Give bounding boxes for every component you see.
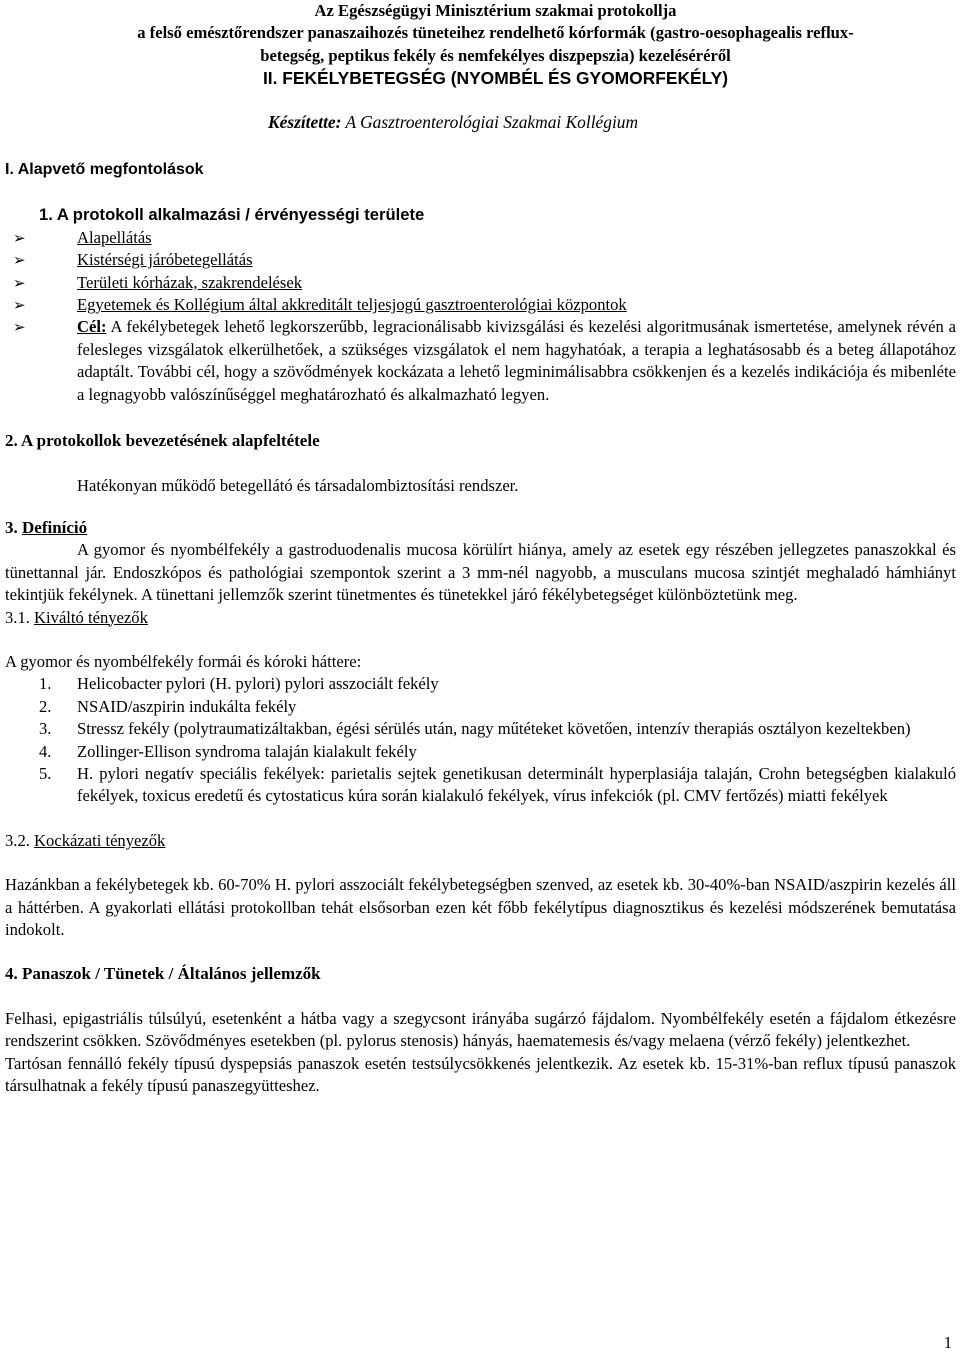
list-item-text: Zollinger-Ellison syndroma talaján kialakult fekély xyxy=(77,741,417,761)
subsection-3-1-number: 3.1. xyxy=(5,607,35,627)
list-item-number: 2. xyxy=(39,696,52,716)
list-item-number: 1. xyxy=(39,674,52,694)
goal-text: A fekélybetegek lehető legkorszerűbb, legracionálisabb kivizsgálási és kezelési algoritmusának ismertetése, amelynek révén a felesleges vizsgálatok elkerülhetőek, a szükséges vizsgálatok el nem hagyhatóak, a terapia a leghatásosabb és a beteg állapotához adaptált. További cél, hogy a szövődmények kockázata a lehető legminimálisabbra csökkenjen és a kezelés indikációja és mibenléte a legnagyobb valószínűséggel meghatározható és alkalmazható legyen. xyxy=(77,317,956,404)
list-item-number: 4. xyxy=(39,741,52,761)
symptoms-text-2: Tartósan fennálló fekély típusú dyspepsiás panaszok esetén testsúlycsökkenés jelentkezik. Az esetek kb. 15-31%-ban reflux típusú panaszok társulhatnak a fekély típusú panaszegyütteshez. xyxy=(5,1053,956,1096)
header-line-1: Az Egészségügyi Minisztérium szakmai protokollja xyxy=(314,1,677,20)
header-line-4: II. FEKÉLYBETEGSÉG (NYOMBÉL ÉS GYOMORFEKÉLY) xyxy=(262,68,729,89)
list-item xyxy=(5,272,956,294)
arrow-right-icon: ➢ xyxy=(13,273,26,292)
author-label: Készítette: xyxy=(268,111,342,132)
subsection-3-2-number: 3.2. xyxy=(5,830,35,850)
list-item xyxy=(5,763,956,808)
arrow-right-icon: ➢ xyxy=(13,228,26,247)
subsection-3-number: 3. xyxy=(5,517,22,537)
subsection-2-text: Hatékonyan működő betegellátó és társadalombiztosítási rendszer. xyxy=(77,475,519,495)
header-line-3: betegség, peptikus fekély és nemfekélyes diszpepszia) kezeléséréről xyxy=(260,45,731,65)
list-item-text: Egyetemek és Kollégium által akkreditált teljesjogú gasztroenterológiai központok xyxy=(77,295,627,315)
definition-text: A gyomor és nyombélfekély a gastroduodenalis mucosa körülírt hiánya, amely az esetek egy részében jellegzetes panaszokkal és tünettannal jár. Endoszkópos és pathológiai szempontok szerint a 3 mm-nél nagyobb, a musculans mucosa szintjét meghaladó hámhiányt tekintjük fekélynek. A tünettani jellemzők szerint tünetmentes és tünetekkel járó fékélybetegséget különböztetünk meg. xyxy=(5,540,956,605)
section-1-title: I. Alapvető megfontolások xyxy=(5,161,204,179)
subsection-3-title xyxy=(5,517,956,539)
symptoms-text-1: Felhasi, epigastriális túlsúlyú, esetenként a hátba vagy a szegycsont irányába sugárzó fájdalom. Nyombélfekély esetén a fájdalom étkezésre rendszerint csökken. Szövődményes esetekben (pl. pylorus stenosis) hányás, haematemesis és/vagy melaena (vérző fekély) jelentkezhet. xyxy=(5,1008,956,1051)
subsection-2-title: 2. A protokollok bevezetésének alapfeltétele xyxy=(5,431,320,451)
goal-item xyxy=(5,316,956,406)
list-item xyxy=(5,227,956,249)
subsection-3-1-label: Kiváltó tényezők xyxy=(34,607,148,627)
list-item xyxy=(5,696,956,718)
scope-list xyxy=(5,227,956,406)
risk-factors-text: Hazánkban a fekélybetegek kb. 60-70% H. pylori asszociált fekélybetegségben szenved, az esetek kb. 30-40%-ban NSAID/aszpirin kezelés áll a háttérben. A gyakorlati ellátási protokollban tehát elsősorban ezen két főbb fekélytípus diagnosztikus és kezelési módszerének bemutatása indokolt. xyxy=(5,875,956,939)
subsection-3-label: Definíció xyxy=(22,517,88,537)
list-item-number: 3. xyxy=(39,719,52,739)
subsection-3-2-label: Kockázati tényezők xyxy=(34,830,166,850)
arrow-right-icon: ➢ xyxy=(13,251,26,270)
list-item-text: H. pylori negatív speciális fekélyek: parietalis sejtek genetikusan determinált hyperplasiája talaján, Crohn betegségben kialakuló fekélyek, toxicus eredetű és cytostaticus kúra során kialakuló fekélyek, vírus infekciók (pl. CMV fertőzés) miatti fekélyek xyxy=(77,763,956,806)
causes-intro: A gyomor és nyombélfekély formái és kóroki háttere: xyxy=(5,651,362,671)
header-line-2: a felső emésztőrendszer panaszaihozés tüneteihez rendelhető kórformák (gastro-oesophagealis reflux- xyxy=(137,23,854,43)
list-item-text: NSAID/aszpirin indukálta fekély xyxy=(77,696,297,716)
page-number: 1 xyxy=(943,1333,952,1352)
author-line xyxy=(268,111,956,133)
list-item xyxy=(5,294,956,316)
author-name: A Gasztroenterológiai Szakmai Kollégium xyxy=(341,111,639,132)
list-item xyxy=(5,249,956,271)
subsection-1-title: 1. A protokoll alkalmazási / érvényességi területe xyxy=(39,205,425,225)
list-item xyxy=(5,673,956,695)
list-item-number: 5. xyxy=(39,763,52,783)
list-item-text: Területi kórházak, szakrendelések xyxy=(77,272,303,292)
subsection-3-1-title xyxy=(5,607,956,629)
causes-list xyxy=(5,673,956,807)
subsection-4-title: 4. Panaszok / Tünetek / Általános jellemzők xyxy=(5,964,321,984)
list-item xyxy=(5,718,956,740)
document-header xyxy=(35,0,956,90)
list-item-text: Helicobacter pylori (H. pylori) pylori asszociált fekély xyxy=(77,674,439,694)
goal-label: Cél: xyxy=(77,317,107,337)
arrow-right-icon: ➢ xyxy=(13,318,26,337)
list-item-text: Stressz fekély (polytraumatizáltakban, égési sérülés után, nagy műtéteket követően, intenzív therapiás osztályon kezeltekben) xyxy=(77,719,911,739)
list-item-text: Alapellátás xyxy=(77,227,152,247)
subsection-3-2-title xyxy=(5,830,956,852)
list-item xyxy=(5,741,956,763)
arrow-right-icon: ➢ xyxy=(13,296,26,315)
list-item-text: Kistérségi járóbetegellátás xyxy=(77,250,253,270)
